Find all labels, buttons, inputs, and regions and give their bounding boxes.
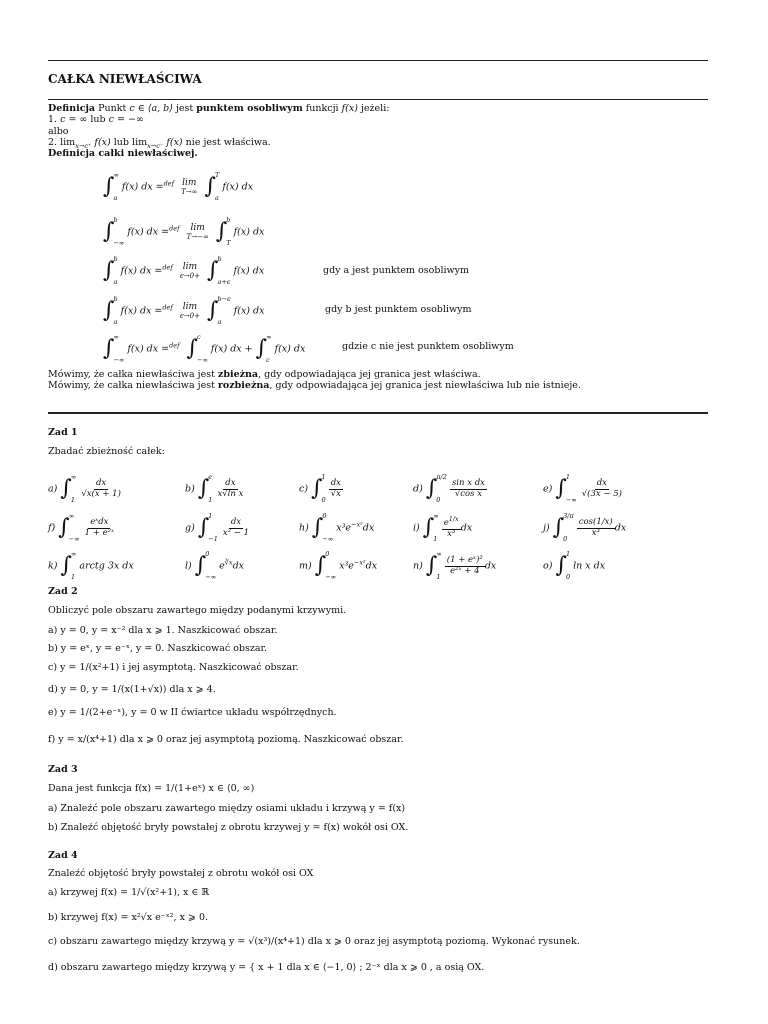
def-note-1: gdy a jest punktem osobliwym	[323, 265, 470, 276]
zad4-heading: Zad 4	[48, 850, 78, 861]
zad1-item-e: e) ∫ 1 −∞ $\frac{dx}{√(3x - 5)}$	[543, 473, 622, 504]
definition-albo: albo	[48, 126, 69, 137]
zad1-heading: Zad 1	[48, 427, 78, 438]
def-formula-4: ∫ b a f(x) dx =$^{def}$ lim ϵ→0+ ∫ b−ϵ a f(x) dx	[103, 295, 265, 326]
zad2-item-c: c) y = 1/(x²+1) i jej asymptotą. Naszkicować obszar.	[48, 662, 299, 673]
top-rule	[48, 60, 708, 61]
zad1-item-h: h) ∫ 0 −∞ $x^3e^{-x^2}dx$	[299, 512, 375, 543]
zad1-item-b: b) ∫ e 1 $\frac{dx}{\text{x√ln x}}$	[185, 473, 244, 504]
zad2-intro: Obliczyć pole obszaru zawartego między podanymi krzywymi.	[48, 605, 347, 616]
zad1-item-m: m) ∫ 0 −∞ $x^3e^{-x^2}dx$	[299, 550, 378, 581]
zad4-item-a: a) krzywej f(x) = 1/√(x²+1), x ∈ ℝ	[48, 887, 210, 898]
def-formula-5: ∫ ∞ −∞ f(x) dx =$^{def}$ ∫ c −∞ f(x) dx + ∫ ∞ c f(x) dx	[103, 333, 306, 364]
zad1-item-d: d) ∫ π/2 0 $\frac{\text{sin x dx}}{\text{√cos x}}$	[413, 473, 485, 504]
def-formula-3: ∫ b a f(x) dx =$^{def}$ lim ϵ→0+ ∫ b a+ϵ f(x) dx	[103, 255, 265, 286]
definition-cond-1: 1. c = ∞ lub c = −∞	[48, 114, 144, 125]
page-title: CAŁKA NIEWŁAŚCIWA	[48, 72, 202, 86]
def-formula-1: ∫ ∞ a f(x) dx =$^{def}$ lim T→∞ ∫ T a f(x) dx	[103, 171, 254, 202]
zad2-item-d: d) y = 0, y = 1/(x(1+√x)) dla x ⩾ 4.	[48, 684, 216, 695]
zad1-item-n: n) ∫ ∞ 1 $\frac{\text{(1 + eˣ)²}}{\text{e²ˣ + 4}}$ dx	[413, 550, 497, 581]
definition-heading: Definicja całki niewłaściwej.	[48, 148, 198, 159]
zad1-item-a: a) ∫ ∞ 1 $\frac{dx}{√x(x + 1)}$	[48, 473, 121, 504]
zad3-heading: Zad 3	[48, 764, 78, 775]
zad2-item-e: e) y = 1/(2+e⁻ˣ), y = 0 w II ćwiartce układu współrzędnych.	[48, 707, 337, 718]
section-rule	[48, 412, 708, 414]
zad1-item-l: l) ∫ 0 −∞ $e^{∛x}dx$	[185, 550, 245, 581]
zad4-item-b: b) krzywej f(x) = x²√x e⁻ˣ², x ⩾ 0.	[48, 912, 209, 923]
zad1-item-j: j) ∫ 3/π 0 $\frac{\cos(1/x)}{\text{x³}}$ dx	[543, 512, 627, 543]
zad3-item-b: b) Znaleźć objętość bryły powstałej z obrotu krzywej y = f(x) wokół osi OX.	[48, 822, 409, 833]
zad1-item-f: f) ∫ ∞ −∞ $\frac{\text{eˣdx}}{\text{1 + e²ˣ}}$	[48, 512, 115, 543]
zad4-item-c: c) obszaru zawartego między krzywą y = √(x³)/(x⁴+1) dla x ⩾ 0 oraz jej asymptotą poziomą. Wykonać rysunek.	[48, 936, 580, 947]
divergence-text: Mówimy, że całka niewłaściwa jest rozbieżna, gdy odpowiadająca jej granica jest niewłaściwa lub nie istnieje.	[48, 380, 581, 391]
zad2-item-a: a) y = 0, y = x⁻² dla x ⩾ 1. Naszkicować obszar.	[48, 625, 278, 636]
zad3-item-a: a) Znaleźć pole obszaru zawartego między osiami układu i krzywą y = f(x)	[48, 803, 406, 814]
zad1-intro: Zbadać zbieżność całek:	[48, 446, 165, 457]
def-note-3: gdzie c nie jest punktem osobliwym	[342, 341, 514, 352]
definition-cond-2: 2. $\lim_{x\to c^+} f(x)$ lub $\lim_{x\to c^-} f(x)$ nie jest właściwa.	[48, 137, 271, 150]
zad2-item-f: f) y = x/(x⁴+1) dla x ⩾ 0 oraz jej asymptotą poziomą. Naszkicować obszar.	[48, 734, 404, 745]
zad1-item-k: k) ∫ ∞ 1 arctg 3x dx	[48, 550, 134, 581]
zad3-intro: Dana jest funkcja f(x) = 1/(1+eˣ) x ∈ ⟨0, ∞)	[48, 783, 255, 794]
zad1-item-c: c) ∫ 1 0 $\frac{dx}{√x}$	[299, 473, 341, 504]
zad1-item-g: g) ∫ 1 −1 $\frac{dx}{\text{x² − 1}}$	[185, 512, 250, 543]
title-rule	[48, 99, 708, 100]
convergence-text: Mówimy, że całka niewłaściwa jest zbieżna, gdy odpowiadająca jej granica jest właściwa.	[48, 369, 481, 380]
zad2-item-b: b) y = eˣ, y = e⁻ˣ, y = 0. Naszkicować obszar.	[48, 643, 268, 654]
def-note-2: gdy b jest punktem osobliwym	[325, 304, 472, 315]
zad1-item-o: o) ∫ 1 0 ln x dx	[543, 550, 606, 581]
zad4-item-d: d) obszaru zawartego między krzywą y = { x + 1 dla x ∈ ⟨−1, 0⟩ ; 2⁻ˣ dla x ⩾ 0 , a osią OX.	[48, 962, 485, 973]
zad1-item-i: i) ∫ ∞ 1 $\frac{e^{1/x}}{\text{x³}}$ dx	[413, 512, 473, 543]
zad4-intro: Znaleźć objętość bryły powstałej z obrotu wokół osi OX	[48, 868, 314, 879]
def-formula-2: ∫ b −∞ f(x) dx =$^{def}$ lim T→−∞ ∫ b T f(x) dx	[103, 216, 265, 247]
zad2-heading: Zad 2	[48, 586, 78, 597]
definition-line-1: Definicja Punkt c ∈ ⟨a, b⟩ jest punktem osobliwym funkcji f(x) jeżeli:	[48, 103, 390, 114]
